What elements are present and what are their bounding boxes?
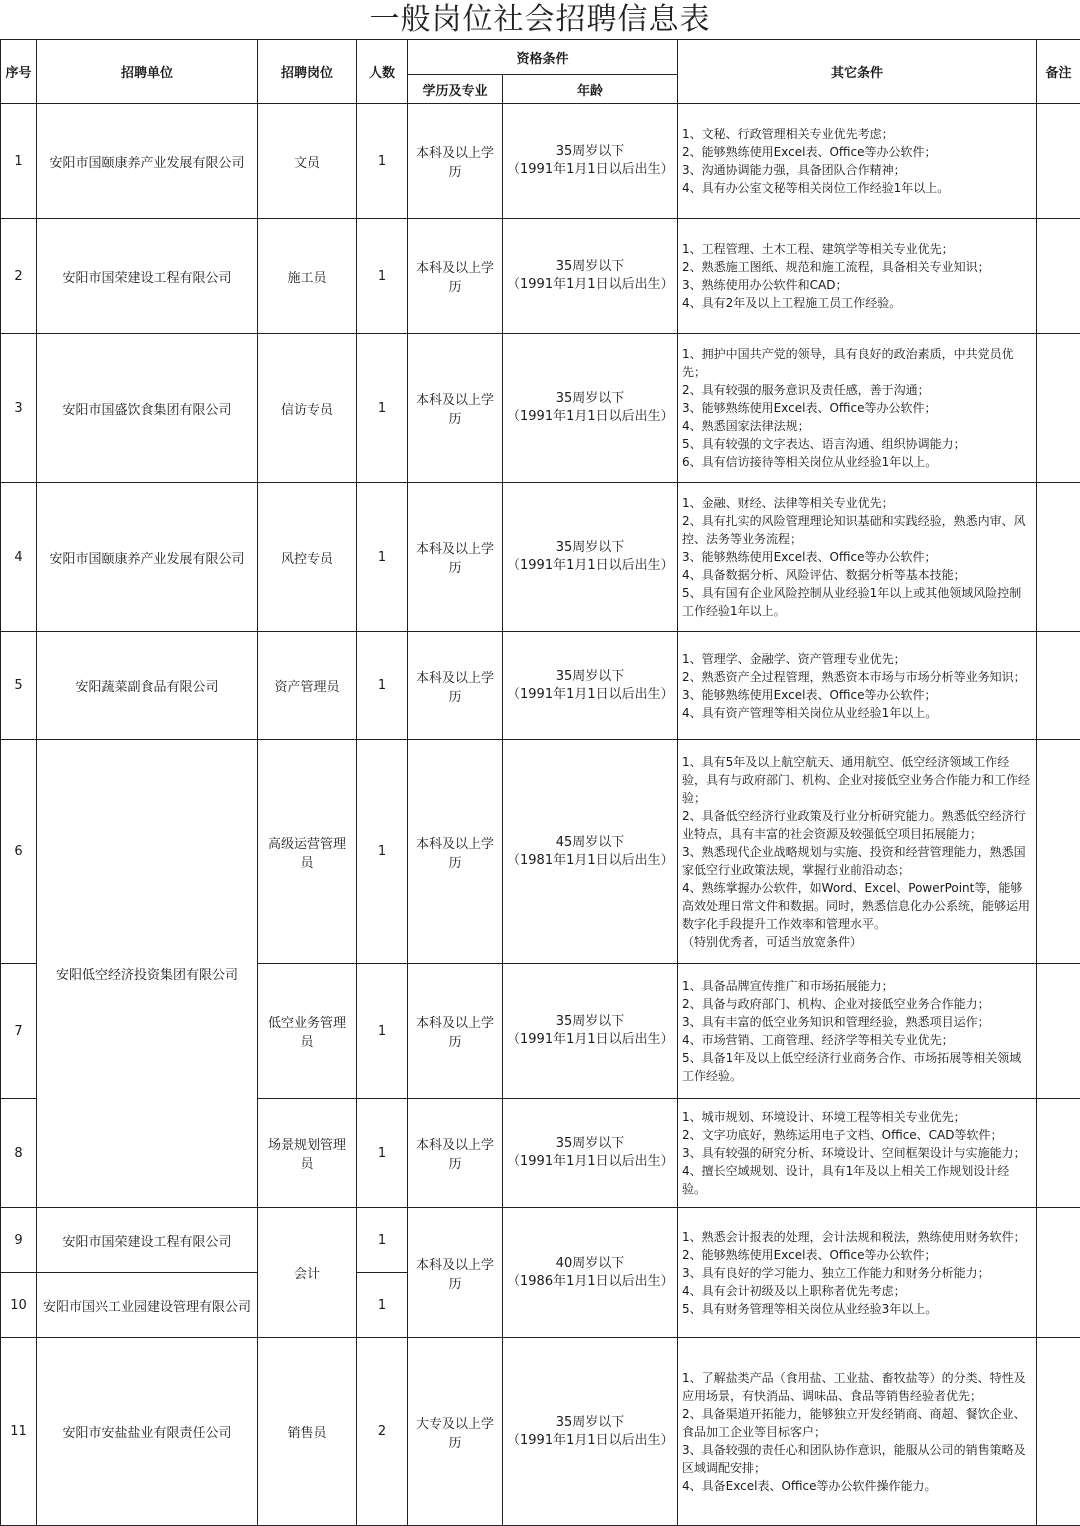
- condition-line: 1、金融、财经、法律等相关专业优先；: [682, 496, 894, 510]
- condition-line: 2、熟悉资产全过程管理，熟悉资本市场与市场分析等业务知识；: [682, 669, 1026, 684]
- table-row: [1, 483, 1080, 632]
- cell-seq: 2: [1, 219, 37, 334]
- cell-age: [503, 1208, 678, 1338]
- condition-line: 5、具有较强的文字表达、语言沟通、组织协调能力；: [682, 437, 966, 451]
- cell-education: 本科及以上学历: [408, 483, 503, 632]
- cell-education: 本科及以上学历: [408, 964, 503, 1099]
- cell-seq: 9: [1, 1208, 37, 1273]
- condition-line: 4、具有办公室文秘等相关岗位工作经验1年以上。: [682, 181, 950, 195]
- cell-other: [678, 964, 1037, 1099]
- cell-seq: 10: [1, 1273, 37, 1338]
- cell-remark: [1037, 483, 1080, 632]
- cell-remark: [1037, 964, 1080, 1099]
- header-age: 年龄: [503, 75, 678, 104]
- condition-line: 2、文字功底好，熟练运用电子文档、Office、CAD等软件；: [682, 1128, 1003, 1142]
- header-seq: 序号: [1, 40, 37, 104]
- cell-age: [503, 740, 678, 964]
- condition-line: 3、能够熟练使用Excel表、Office等办公软件；: [682, 687, 937, 702]
- cell-remark: [1037, 1099, 1080, 1208]
- cell-seq: 3: [1, 334, 37, 483]
- age-line: 35周岁以下: [555, 1014, 625, 1029]
- condition-line: （特别优秀者，可适当放宽条件）: [682, 934, 863, 949]
- condition-line: 2、具有扎实的风险管理理论知识基础和实践经验，熟悉内审、风控、法务等业务流程；: [682, 514, 1026, 546]
- cell-other: [678, 483, 1037, 632]
- condition-line: 1、熟悉会计报表的处理，会计法规和税法，熟练使用财务软件；: [682, 1229, 1026, 1244]
- cell-position: 资产管理员: [258, 632, 357, 740]
- cell-count: 1: [357, 632, 408, 740]
- header-count: 人数: [357, 40, 408, 104]
- age-line: 35周岁以下: [555, 1136, 625, 1151]
- condition-line: 4、熟悉国家法律法规；: [682, 419, 810, 433]
- condition-line: 2、能够熟练使用Excel表、Office等办公软件；: [682, 1247, 937, 1262]
- cell-count: 1: [357, 1099, 408, 1208]
- age-line: 35周岁以下: [555, 144, 625, 159]
- table-row: [1, 334, 1080, 483]
- cell-education: 本科及以上学历: [408, 632, 503, 740]
- header-row: [1, 40, 1080, 75]
- cell-education: 本科及以上学历: [408, 740, 503, 964]
- birth-line: （1991年1月1日以后出生）: [507, 1032, 674, 1047]
- age-line: 35周岁以下: [555, 1414, 625, 1430]
- cell-education: 大专及以上学历: [408, 1338, 503, 1526]
- condition-line: 1、具有5年及以上航空航天、通用航空、低空经济领域工作经验，具有与政府部门、机构、企业对接低空业务合作能力和工作经验；: [682, 754, 1031, 805]
- cell-other: [678, 740, 1037, 964]
- cell-other: [678, 1338, 1037, 1526]
- cell-other: [678, 1208, 1037, 1338]
- cell-unit: 安阳市国荣建设工程有限公司: [37, 219, 258, 334]
- condition-line: 1、具备品牌宣传推广和市场拓展能力；: [682, 979, 894, 993]
- condition-line: 3、具有较强的研究分析、环境设计、空间框架设计与实施能力；: [682, 1146, 1026, 1160]
- cell-count: 1: [357, 964, 408, 1099]
- condition-line: 3、具备较强的责任心和团队协作意识，能服从公司的销售策略及区域调配安排；: [682, 1442, 1026, 1475]
- condition-line: 3、熟悉现代企业战略规划与实施、投资和经营管理能力，熟悉国家低空行业政策法规，掌握行业前沿动态；: [682, 844, 1026, 877]
- age-line: 35周岁以下: [555, 668, 625, 684]
- cell-count: 1: [357, 740, 408, 964]
- cell-seq: 1: [1, 104, 37, 219]
- condition-line: 1、工程管理、土木工程、建筑学等相关专业优先；: [682, 242, 954, 256]
- cell-unit: 安阳蔬菜副食品有限公司: [37, 632, 258, 740]
- condition-line: 3、沟通协调能力强，具备团队合作精神；: [682, 163, 906, 177]
- cell-position: 会计: [258, 1208, 357, 1338]
- cell-education: 本科及以上学历: [408, 104, 503, 219]
- birth-line: （1991年1月1日以后出生）: [507, 1432, 674, 1448]
- condition-line: 5、具备1年及以上低空经济行业商务合作、市场拓展等相关领域工作经验。: [682, 1051, 1022, 1083]
- condition-line: 4、具有资产管理等相关岗位从业经验1年以上。: [682, 705, 938, 720]
- condition-line: 3、熟练使用办公软件和CAD；: [682, 278, 848, 292]
- cell-count: 1: [357, 1273, 408, 1338]
- cell-count: 1: [357, 104, 408, 219]
- cell-other: [678, 219, 1037, 334]
- table-row: [1, 740, 1080, 964]
- condition-line: 1、管理学、金融学、资产管理专业优先；: [682, 651, 906, 666]
- cell-position: 低空业务管理员: [258, 964, 357, 1099]
- header-unit: 招聘单位: [37, 40, 258, 104]
- condition-line: 2、具备渠道开拓能力，能够独立开发经销商、商超、餐饮企业、食品加工企业等目标客户；: [682, 1406, 1026, 1439]
- condition-line: 4、具备Excel表、Office等办公软件操作能力。: [682, 1478, 937, 1493]
- cell-education: 本科及以上学历: [408, 1208, 503, 1338]
- header-remark: 备注: [1037, 40, 1080, 104]
- cell-count: 1: [357, 219, 408, 334]
- condition-line: 4、熟练掌握办公软件，如Word、Excel、PowerPoint等，能够高效处理日常文件和数据。同时，熟悉信息化办公系统，能够运用数字化手段提升工作效率和管理水平。: [682, 880, 1031, 931]
- cell-position: 信访专员: [258, 334, 357, 483]
- cell-position: 高级运营管理员: [258, 740, 357, 964]
- cell-seq: 5: [1, 632, 37, 740]
- condition-line: 4、市场营销、工商管理、经济学等相关专业优先；: [682, 1033, 954, 1047]
- cell-position: 销售员: [258, 1338, 357, 1526]
- cell-count: 1: [357, 334, 408, 483]
- condition-line: 1、了解盐类产品（食用盐、工业盐、畜牧盐等）的分类、特性及应用场景，有快消品、调味品、食品等销售经验者优先；: [682, 1370, 1026, 1403]
- table-row: [1, 219, 1080, 334]
- cell-age: [503, 219, 678, 334]
- condition-line: 4、具有2年及以上工程施工员工作经验。: [682, 296, 902, 310]
- cell-remark: [1037, 1208, 1080, 1338]
- condition-line: 1、文秘、行政管理相关专业优先考虑；: [682, 127, 894, 141]
- age-line: 35周岁以下: [555, 540, 625, 555]
- condition-line: 3、能够熟练使用Excel表、Office等办公软件；: [682, 550, 937, 564]
- condition-line: 1、拥护中国共产党的领导，具有良好的政治素质，中共党员优先；: [682, 347, 1014, 379]
- cell-unit: 安阳市国盛饮食集团有限公司: [37, 334, 258, 483]
- cell-education: 本科及以上学历: [408, 1099, 503, 1208]
- condition-line: 5、具有国有企业风险控制从业经验1年以上或其他领域风险控制工作经验1年以上。: [682, 586, 1022, 618]
- cell-age: [503, 104, 678, 219]
- cell-other: [678, 1099, 1037, 1208]
- cell-age: [503, 964, 678, 1099]
- cell-seq: 8: [1, 1099, 37, 1208]
- cell-count: 1: [357, 1208, 408, 1273]
- page-title: 一般岗位社会招聘信息表: [369, 2, 711, 37]
- header-education: 学历及专业: [408, 75, 503, 104]
- cell-remark: [1037, 104, 1080, 219]
- condition-line: 4、擅长空域规划、设计，具有1年及以上相关工作规划设计经验。: [682, 1164, 1010, 1196]
- cell-count: 2: [357, 1338, 408, 1526]
- condition-line: 6、具有信访接待等相关岗位从业经验1年以上。: [682, 455, 938, 469]
- birth-line: （1991年1月1日以后出生）: [507, 1154, 674, 1169]
- cell-count: 1: [357, 483, 408, 632]
- cell-remark: [1037, 632, 1080, 740]
- condition-line: 3、具有良好的学习能力、独立工作能力和财务分析能力；: [682, 1265, 990, 1280]
- cell-education: 本科及以上学历: [408, 334, 503, 483]
- cell-remark: [1037, 740, 1080, 964]
- birth-line: （1991年1月1日以后出生）: [507, 558, 674, 573]
- cell-age: [503, 483, 678, 632]
- cell-unit: 安阳低空经济投资集团有限公司: [37, 740, 258, 1208]
- condition-line: 3、能够熟练使用Excel表、Office等办公软件；: [682, 401, 937, 415]
- age-line: 45周岁以下: [555, 834, 625, 850]
- condition-line: 1、城市规划、环境设计、环境工程等相关专业优先；: [682, 1110, 966, 1124]
- cell-unit: 安阳市国颐康养产业发展有限公司: [37, 483, 258, 632]
- birth-line: （1981年1月1日以后出生）: [507, 852, 674, 868]
- cell-education: 本科及以上学历: [408, 219, 503, 334]
- birth-line: （1991年1月1日以后出生）: [507, 686, 674, 702]
- condition-line: 2、具备低空经济行业政策及行业分析研究能力。熟悉低空经济行业特点，具有丰富的社会资源及较强低空项目拓展能力；: [682, 808, 1026, 841]
- birth-line: （1991年1月1日以后出生）: [507, 277, 674, 292]
- cell-age: [503, 632, 678, 740]
- cell-seq: 7: [1, 964, 37, 1099]
- cell-position: 场景规划管理员: [258, 1099, 357, 1208]
- age-line: 35周岁以下: [555, 391, 625, 406]
- cell-other: [678, 632, 1037, 740]
- cell-remark: [1037, 219, 1080, 334]
- age-line: 40周岁以下: [555, 1255, 625, 1271]
- cell-unit: 安阳市国兴工业园建设管理有限公司: [37, 1273, 258, 1338]
- cell-position: 风控专员: [258, 483, 357, 632]
- birth-line: （1991年1月1日以后出生）: [507, 409, 674, 424]
- cell-seq: 6: [1, 740, 37, 964]
- cell-unit: 安阳市国颐康养产业发展有限公司: [37, 104, 258, 219]
- table-row: [1, 104, 1080, 219]
- table-row: [1, 1208, 1080, 1273]
- table-row: [1, 632, 1080, 740]
- condition-line: 5、具有财务管理等相关岗位从业经验3年以上。: [682, 1301, 938, 1316]
- cell-remark: [1037, 334, 1080, 483]
- table-row: [1, 1338, 1080, 1526]
- condition-line: 4、具有会计初级及以上职称者优先考虑；: [682, 1283, 906, 1298]
- header-qualification: 资格条件: [408, 40, 678, 75]
- condition-line: 2、能够熟练使用Excel表、Office等办公软件；: [682, 145, 937, 159]
- cell-age: [503, 1099, 678, 1208]
- cell-other: [678, 334, 1037, 483]
- cell-age: [503, 1338, 678, 1526]
- birth-line: （1986年1月1日以后出生）: [507, 1273, 674, 1289]
- header-position: 招聘岗位: [258, 40, 357, 104]
- cell-unit: 安阳市国荣建设工程有限公司: [37, 1208, 258, 1273]
- condition-line: 2、熟悉施工图纸、规范和施工流程，具备相关专业知识；: [682, 260, 990, 274]
- birth-line: （1991年1月1日以后出生）: [507, 162, 674, 177]
- age-line: 35周岁以下: [555, 259, 625, 274]
- cell-position: 施工员: [258, 219, 357, 334]
- recruitment-table: [0, 39, 1080, 1526]
- cell-remark: [1037, 1338, 1080, 1526]
- cell-seq: 11: [1, 1338, 37, 1526]
- cell-unit: 安阳市安盐盐业有限责任公司: [37, 1338, 258, 1526]
- header-other: 其它条件: [678, 40, 1037, 104]
- condition-line: 2、具备与政府部门、机构、企业对接低空业务合作能力；: [682, 997, 990, 1011]
- cell-position: 文员: [258, 104, 357, 219]
- cell-other: [678, 104, 1037, 219]
- condition-line: 3、具有丰富的低空业务知识和管理经验，熟悉项目运作；: [682, 1015, 990, 1029]
- cell-age: [503, 334, 678, 483]
- cell-seq: 4: [1, 483, 37, 632]
- condition-line: 4、具备数据分析、风险评估、数据分析等基本技能；: [682, 568, 966, 582]
- condition-line: 2、具有较强的服务意识及责任感，善于沟通；: [682, 383, 930, 397]
